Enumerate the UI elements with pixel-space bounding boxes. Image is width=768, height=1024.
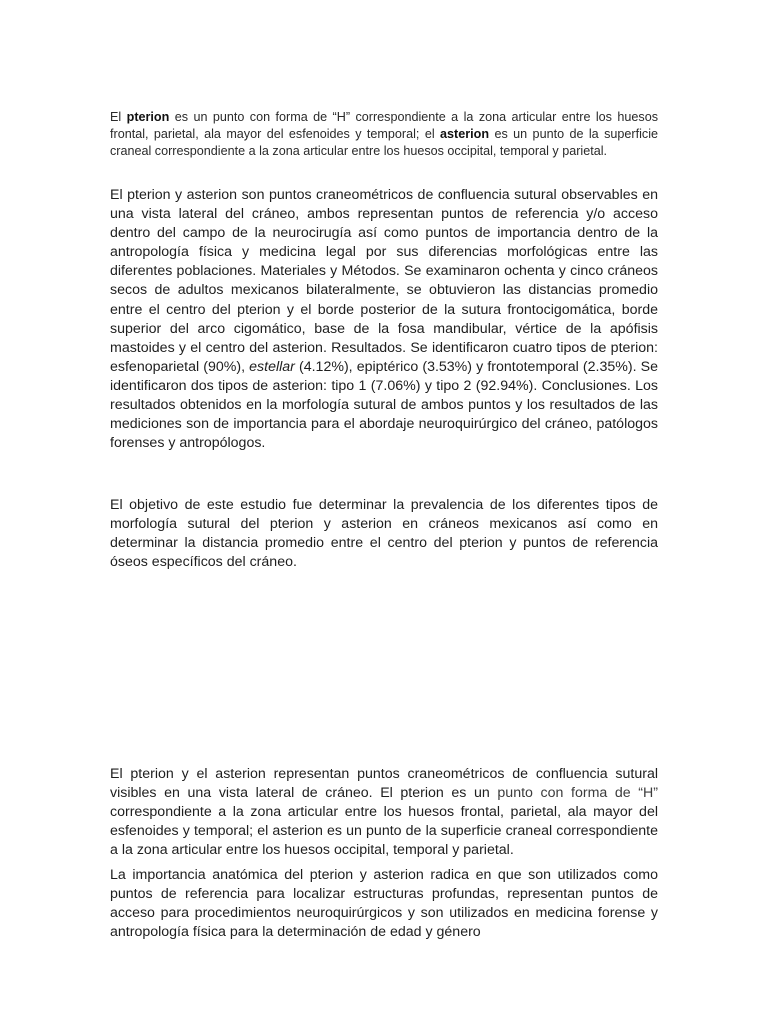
intro-text-2: es un punto con forma de “H” correspondiente a la zona articular entre los huesos frontal, parietal, ala mayor del esfenoides y temporal; el bbox=[110, 110, 658, 142]
body1-text-2: punto con forma de “H” bbox=[497, 785, 658, 802]
body2-text: La importancia anatómica del pterion y asterion radica en que son utilizados como puntos de referencia para localizar estructuras profundas, representan puntos de acceso para procedimientos neuroquirúrgicos y son utilizados en medicina forense y antropología física para la determinación de edad y género bbox=[110, 867, 658, 941]
abstract-text-2: (4.12%), epiptérico (3.53%) y frontotemporal (2.35%). Se identificaron dos tipos de asterion: tipo 1 (7.06%) y tipo 2 (92.94%). Conclusiones. Los resultados obtenidos en la morfología sutural de ambos puntos y los resultados de las mediciones son de importancia para el abordaje neuroquirúrgico del cráneo, patólogos forenses y antropólogos. bbox=[110, 358, 658, 452]
intro-paragraph bbox=[110, 109, 658, 161]
term-pterion: pterion bbox=[126, 110, 170, 124]
abstract-paragraph bbox=[110, 186, 658, 453]
body-paragraph-2 bbox=[110, 866, 658, 942]
term-estellar: estellar bbox=[249, 358, 295, 375]
intro-text-1: El bbox=[110, 110, 127, 124]
body1-text-3: correspondiente a la zona articular entre los huesos frontal, parietal, ala mayor del esfenoides y temporal; el asterion es un punto de la superficie craneal correspondiente a la zona articular entre los huesos occipital, temporal y parietal. bbox=[110, 804, 658, 859]
body1-text-1: El pterion y el asterion representan puntos craneométricos de confluencia sutural visibles en una vista lateral de cráneo. El pterion es un bbox=[110, 766, 658, 802]
abstract-text-1: El pterion y asterion son puntos craneométricos de confluencia sutural observables en una vista lateral del cráneo, ambos representan puntos de referencia y/o acceso dentro del campo de la neurocirugía así como puntos de importancia dentro de la antropología física y medicina legal por sus diferencias morfológicas entre las diferentes poblaciones. Materiales y Métodos. Se examinaron ochenta y cinco cráneos secos de adultos mexicanos bilateralmente, se obtuvieron las distancias promedio entre el centro del pterion y el borde posterior de la sutura frontocigomática, borde superior del arco cigomático, base de la fosa mandibular, vértice de la apófisis mastoides y el centro del asterion. Resultados. Se identificaron cuatro tipos de pterion: esfenoparietal (90%), bbox=[110, 187, 658, 375]
objective-text: El objetivo de este estudio fue determinar la prevalencia de los diferentes tipos de morfología sutural del pterion y asterion en cráneos mexicanos así como en determinar la distancia promedio entre el centro del pterion y puntos de referencia óseos específicos del cráneo. bbox=[110, 497, 658, 571]
term-asterion: asterion bbox=[440, 127, 490, 142]
body-paragraph-1 bbox=[110, 765, 658, 860]
intro-text-3: es un punto de la superficie craneal correspondiente a la zona articular entre los huesos occipital, temporal y parietal. bbox=[110, 127, 658, 159]
objective-paragraph bbox=[110, 496, 658, 572]
